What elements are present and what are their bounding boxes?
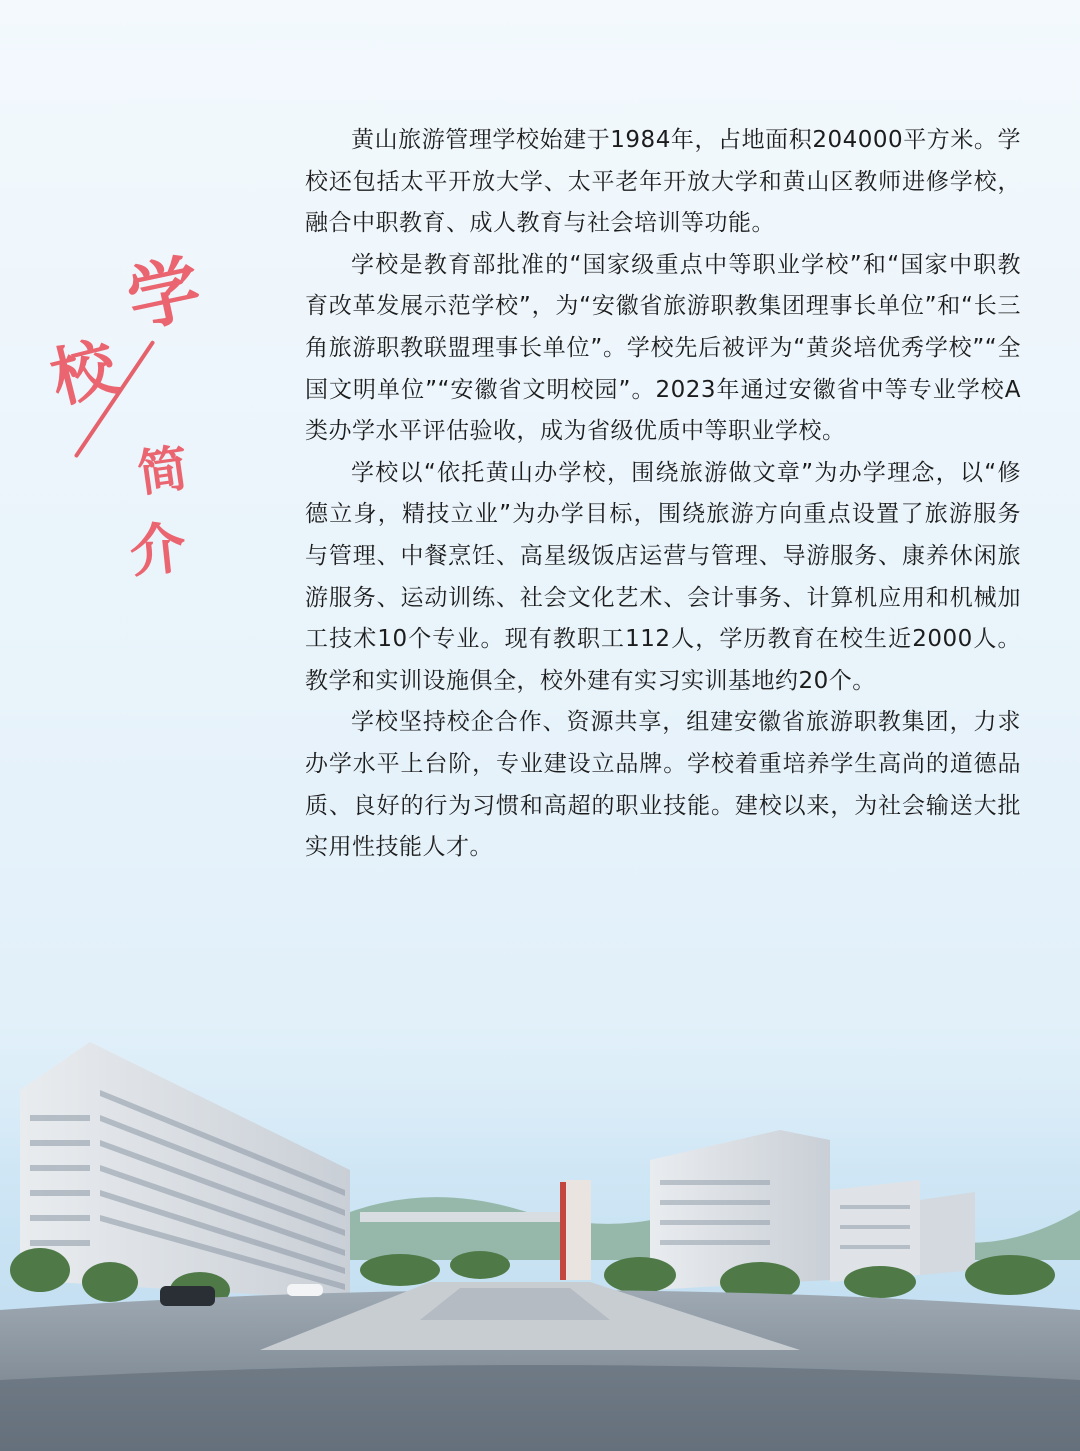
intro-body bbox=[305, 120, 1021, 869]
title-char-jian: 简 bbox=[134, 437, 192, 504]
paragraph-programs: 学校以“依托黄山办学校，围绕旅游做文章”为办学理念，以“修德立身，精技立业”为办学目标，围绕旅游方向重点设置了旅游服务与管理、中餐烹饪、高星级饭店运营与管理、导游服务、康养休闲旅游服务、运动训练、社会文化艺术、会计事务、计算机应用和机械加工技术10个专业。现有教职工112人，学历教育在校生近2000人。教学和实训设施俱全，校外建有实习实训基地约20个。 bbox=[305, 459, 1021, 694]
paragraph-history: 黄山旅游管理学校始建于1984年，占地面积204000平方米。学校还包括太平开放大学、太平老年开放大学和黄山区教师进修学校，融合中职教育、成人教育与社会培训等功能。 bbox=[305, 127, 1021, 237]
paragraph-cooperation: 学校坚持校企合作、资源共享，组建安徽省旅游职教集团，力求办学水平上台阶，专业建设立品牌。学校着重培养学生高尚的道德品质、良好的行为习惯和高超的职业技能。建校以来，为社会输送大批实用性技能人才。 bbox=[305, 709, 1021, 861]
title-char-xiao: 校 bbox=[43, 329, 125, 418]
title-char-xue: 学 bbox=[119, 244, 208, 343]
paragraph-honors: 学校是教育部批准的“国家级重点中等职业学校”和“国家中职教育改革发展示范学校”，为“安徽省旅游职教集团理事长单位”和“长三角旅游职教联盟理事长单位”。学校先后被评为“黄炎培优秀学校”“全国文明单位”“安徽省文明校园”。2023年通过安徽省中等专业学校A类办学水平评估验收，成为省级优质中等职业学校。 bbox=[305, 251, 1021, 445]
title-char-jie: 介 bbox=[126, 514, 190, 586]
campus-panorama-photo bbox=[0, 1020, 1080, 1451]
